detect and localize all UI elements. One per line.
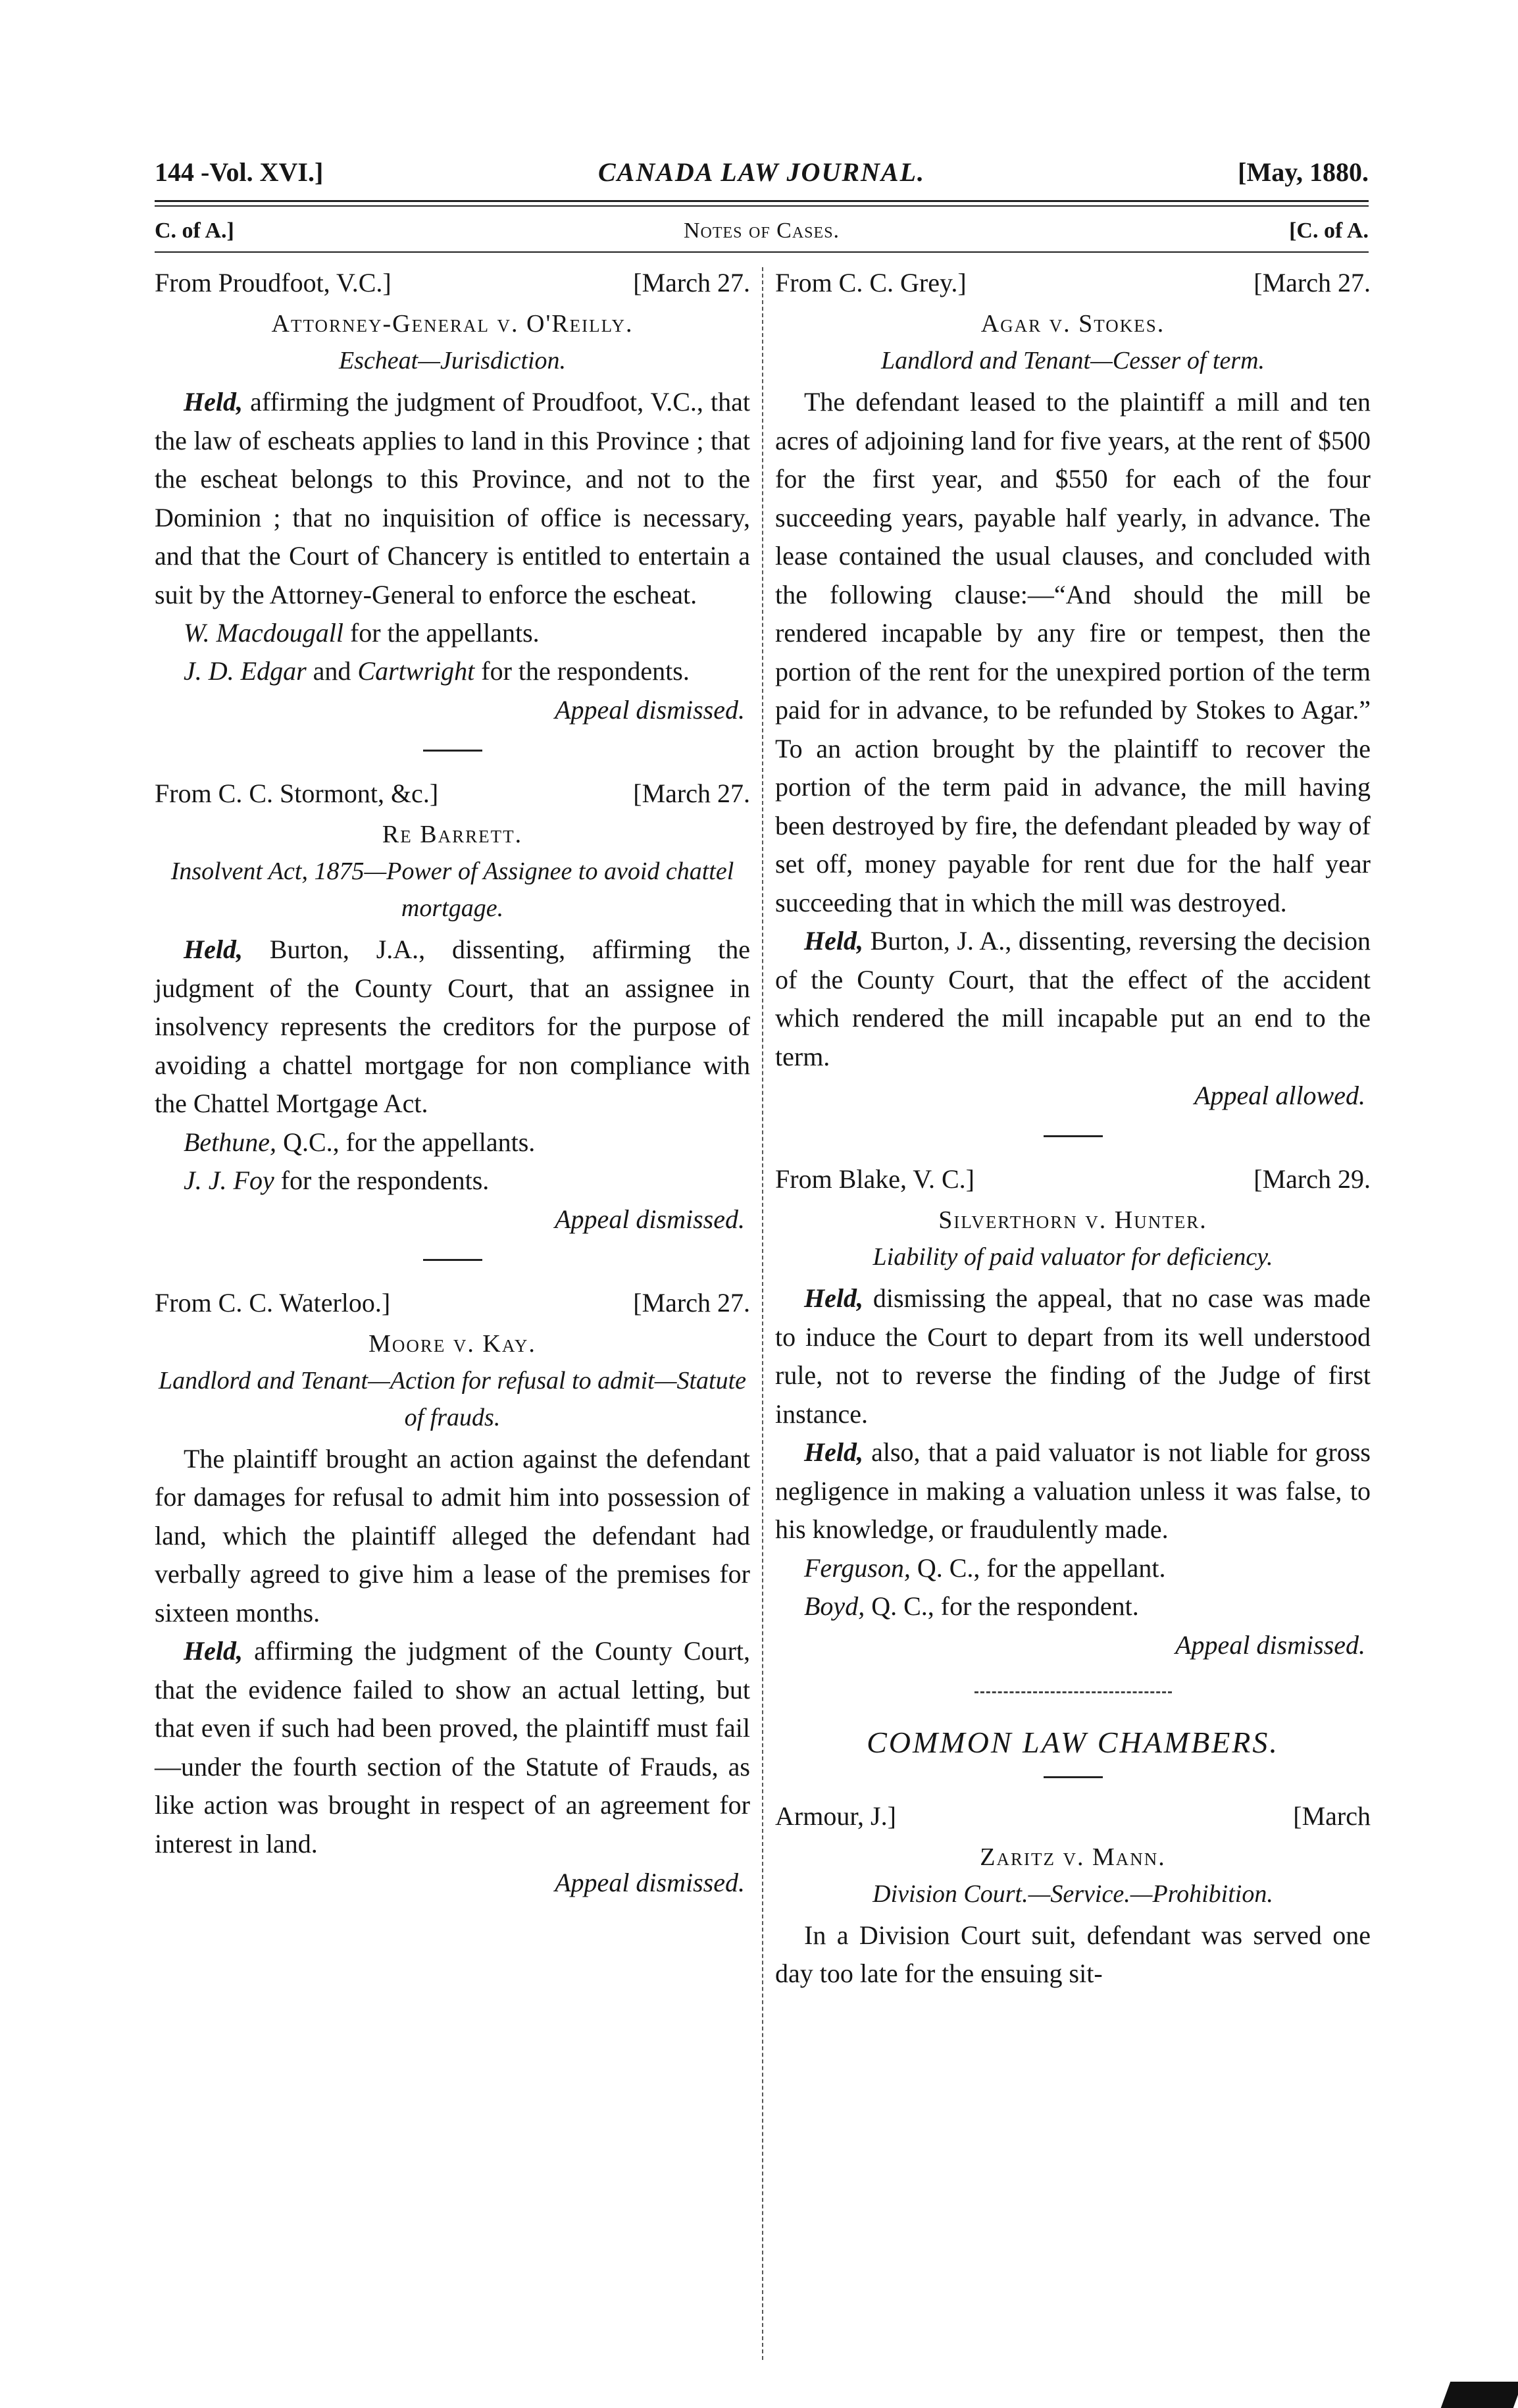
counsel-names: W. Macdougall [184, 618, 343, 648]
case-date: [March [1293, 1801, 1371, 1831]
case-result: Appeal allowed. [1194, 1081, 1365, 1110]
case-title: Attorney-General v. O'Reilly. [271, 310, 634, 338]
counsel-appellants [155, 1123, 750, 1162]
held-paragraph [775, 922, 1371, 1076]
case-date: [March 27. [633, 779, 750, 808]
case-date: [March 27. [633, 268, 750, 297]
counsel-appellant [775, 1549, 1371, 1587]
counsel-respondents [155, 1162, 750, 1200]
case-origin [155, 267, 750, 305]
case-separator [1044, 1135, 1103, 1137]
case-date: [March 27. [633, 1287, 750, 1318]
held-text: dismissing the appeal, that no case was made to induce the Court to depart from its well understood rule, not to reverse the finding of the Judge of first instance. [775, 1283, 1371, 1429]
chambers-rule [1044, 1776, 1103, 1778]
section-title: Notes of Cases. [683, 218, 840, 243]
case-title: Agar v. Stokes. [980, 310, 1165, 338]
counsel-name: J. D. Edgar [184, 656, 307, 686]
case-origin [155, 1287, 750, 1325]
case-title: Moore v. Kay. [368, 1329, 536, 1358]
case-origin [775, 1164, 1371, 1202]
counsel-connector: and [306, 656, 358, 686]
held-paragraph [775, 1433, 1371, 1549]
case-result: Appeal dismissed. [555, 1204, 745, 1234]
held-paragraph [775, 1279, 1371, 1433]
case-origin [775, 267, 1371, 305]
case-origin [775, 1801, 1371, 1839]
case-court: From Blake, V. C.] [775, 1164, 974, 1194]
counsel-role: Q.C., for the appellants. [276, 1127, 536, 1157]
case-topic: Insolvent Act, 1875—Power of Assignee to avoid chattel mortgage. [170, 858, 734, 922]
section-head [155, 207, 1369, 251]
counsel-respondents [155, 652, 750, 690]
case-attorney-general-v-oreilly [155, 267, 750, 730]
case-title: Re Barrett. [382, 821, 523, 848]
held-lead: Held, [184, 1636, 243, 1666]
held-text: Burton, J. A., dissenting, reversing the decision of the County Court, that the effect of the accident which rendered the mill incapable put an end to the term. [775, 926, 1371, 1071]
held-text: also, that a paid valuator is not liable for gross negligence in making a valuation unless it was false, to his knowledge, or fraudulently made. [775, 1437, 1371, 1544]
held-text: affirming the judgment of the County Court, that the evidence failed to show an actual letting, but that even if such had been proved, the plaintiff must fail—under the fourth section of the Statute of Frauds, as like action was brought in respect of an agreement for interest in land. [155, 1636, 750, 1858]
section-separator [974, 1691, 1172, 1693]
held-text: Burton, J.A., dissenting, affirming the judgment of the County Court, that an assignee in insolvency represents the creditors for the purpose of avoiding a chattel mortgage for non compliance with the Chattel Mortgage Act. [155, 935, 750, 1118]
case-separator [423, 750, 482, 752]
counsel-names: Ferguson, [804, 1552, 911, 1583]
case-date: [March 27. [1253, 268, 1371, 297]
case-moore-v-kay [155, 1287, 750, 1903]
held-paragraph [155, 931, 750, 1123]
case-origin [155, 778, 750, 816]
counsel-names: Boyd, [804, 1591, 865, 1621]
held-lead: Held, [184, 387, 243, 417]
page-number-volume: 144 -Vol. XVI.] [155, 157, 324, 187]
chambers-heading: COMMON LAW CHAMBERS. [867, 1725, 1279, 1759]
case-title: Zaritz v. Mann. [980, 1843, 1166, 1871]
held-paragraph [155, 383, 750, 614]
left-column [155, 267, 750, 1903]
case-court: From C. C. Waterloo.] [155, 1287, 391, 1318]
held-lead: Held, [804, 1283, 863, 1313]
held-text: affirming the judgment of Proudfoot, V.C., that the law of escheats applies to land in this Province ; that the escheat belongs to this Province, and not to the Dominion ; that no inquisition of office is necessary, and that the Court of Chancery is entitled to entertain a suit by the Attorney-General to enforce the escheat. [155, 387, 750, 609]
case-agar-v-stokes [775, 267, 1371, 1115]
counsel-respondent [775, 1587, 1371, 1626]
journal-title: CANADA LAW JOURNAL. [597, 157, 926, 187]
case-result: Appeal dismissed. [555, 695, 745, 725]
court-abbrev-right: [C. of A. [1289, 218, 1369, 243]
case-court: From Proudfoot, V.C.] [155, 268, 392, 297]
facts-paragraph: The plaintiff brought an action against the defendant for damages for refusal to admit him into possession of land, which the plaintiff alleged the defendant had verbally agreed to give him a lease of the premises for sixteen months. [155, 1443, 750, 1627]
case-court: Armour, J.] [775, 1801, 896, 1831]
case-zaritz-v-mann [775, 1720, 1371, 1993]
journal-page [155, 151, 1371, 1988]
facts-paragraph: The defendant leased to the plaintiff a mill and ten acres of adjoining land for five years, at the rent of $500 for the first year, and $550 for each of the four succeeding years, payable half yearly, in advance. The lease contained the usual clauses, and concluded with the following clause:—“And should the mill be rendered incapable by any fire or tempest, then the portion of the rent for the unexpired portion of the term paid for in advance, to be refunded by Stokes to Agar.” To an action brought by the plaintiff to recover the portion of the term paid in advance, the mill having been destroyed by fire, the defendant pleaded by way of set off, money payable for rent due for the half year succeeding that in which the mill was destroyed. [775, 387, 1371, 917]
case-topic: Escheat—Jurisdiction. [338, 347, 567, 374]
scan-edge-mark [1441, 2382, 1518, 2408]
case-result: Appeal dismissed. [1175, 1629, 1365, 1660]
court-abbrev-left: C. of A.] [155, 218, 234, 243]
issue-date: [May, 1880. [1238, 157, 1369, 187]
case-topic: Landlord and Tenant—Action for refusal to admit—Statute of frauds. [158, 1366, 747, 1431]
case-topic: Landlord and Tenant—Cesser of term. [880, 347, 1265, 374]
section-rule [155, 251, 1369, 253]
counsel-names: J. J. Foy [184, 1165, 274, 1195]
counsel-role: for the respondents. [274, 1165, 490, 1195]
counsel-appellants [155, 614, 750, 652]
held-lead: Held, [804, 926, 863, 956]
right-column [775, 267, 1371, 1993]
case-topic: Liability of paid valuator for deficiency. [873, 1243, 1273, 1271]
held-paragraph [155, 1632, 750, 1863]
case-result: Appeal dismissed. [555, 1868, 745, 1897]
running-head [155, 151, 1369, 197]
case-date: [March 29. [1253, 1164, 1371, 1194]
counsel-role: for the appellants. [343, 618, 540, 648]
case-court: From C. C. Stormont, &c.] [155, 779, 439, 808]
case-separator [423, 1259, 482, 1261]
counsel-name: Cartwright [357, 656, 475, 686]
case-topic: Division Court.—Service.—Prohibition. [873, 1880, 1273, 1908]
counsel-role: Q. C., for the respondent. [865, 1591, 1139, 1621]
case-re-barrett [155, 778, 750, 1239]
counsel-role: Q. C., for the appellant. [910, 1552, 1166, 1583]
case-silverthorn-v-hunter [775, 1164, 1371, 1665]
facts-paragraph: In a Division Court suit, defendant was served one day too late for the ensuing sit- [775, 1920, 1371, 1988]
header-rule [155, 200, 1369, 207]
case-title: Silverthorn v. Hunter. [938, 1206, 1207, 1234]
counsel-role: for the respondents. [474, 656, 690, 686]
counsel-names: Bethune, [184, 1127, 277, 1157]
case-court: From C. C. Grey.] [775, 268, 967, 297]
held-lead: Held, [804, 1437, 863, 1467]
held-lead: Held, [184, 935, 243, 964]
column-divider [762, 267, 763, 2360]
